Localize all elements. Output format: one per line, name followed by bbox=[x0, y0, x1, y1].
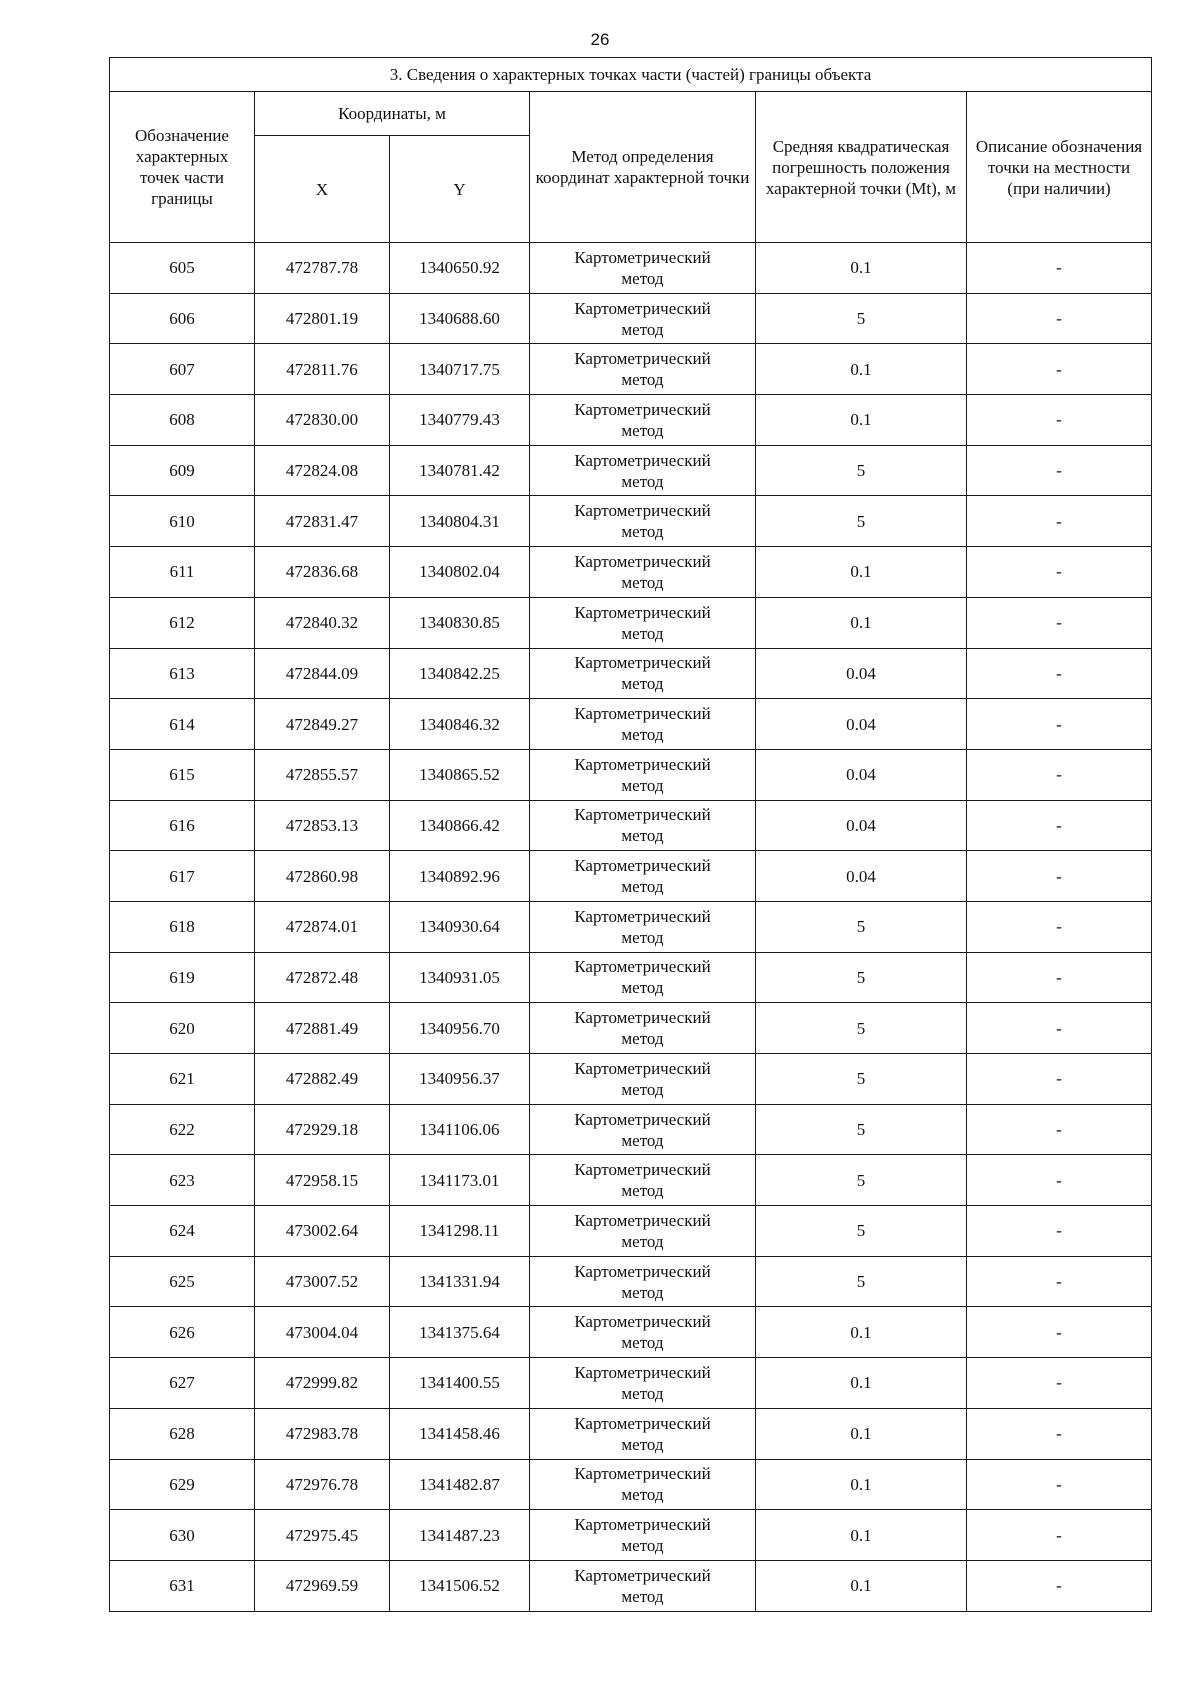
method-line1: Картометрический bbox=[574, 754, 711, 774]
description-cell: - bbox=[967, 1003, 1152, 1054]
method-cell bbox=[530, 952, 756, 1003]
method-line2: метод bbox=[621, 1586, 664, 1606]
accuracy-cell: 0.1 bbox=[756, 1459, 967, 1510]
method-cell bbox=[530, 496, 756, 547]
method-line1: Картометрический bbox=[574, 1008, 711, 1028]
description-cell: - bbox=[967, 1155, 1152, 1206]
y-cell: 1341298.11 bbox=[390, 1206, 530, 1257]
point-cell: 631 bbox=[110, 1560, 255, 1611]
header-coordinates: Координаты, м bbox=[255, 92, 530, 136]
method-cell bbox=[530, 800, 756, 851]
method-line1: Картометрический bbox=[574, 1109, 711, 1129]
method-line2: метод bbox=[621, 623, 664, 643]
y-cell: 1341173.01 bbox=[390, 1155, 530, 1206]
accuracy-cell: 5 bbox=[756, 952, 967, 1003]
method-line1: Картометрический bbox=[574, 1160, 711, 1180]
table-row bbox=[110, 1307, 1152, 1358]
x-cell: 472844.09 bbox=[255, 648, 390, 699]
method-line2: метод bbox=[621, 1029, 664, 1049]
header-x: X bbox=[255, 136, 390, 243]
point-cell: 617 bbox=[110, 851, 255, 902]
method-line1: Картометрический bbox=[574, 602, 711, 622]
method-line2: метод bbox=[621, 775, 664, 795]
accuracy-cell: 5 bbox=[756, 445, 967, 496]
method-cell bbox=[530, 1104, 756, 1155]
table-row bbox=[110, 344, 1152, 395]
method-cell bbox=[530, 1358, 756, 1409]
method-cell bbox=[530, 1510, 756, 1561]
accuracy-cell: 0.1 bbox=[756, 395, 967, 446]
method-line1: Картометрический bbox=[574, 906, 711, 926]
point-cell: 620 bbox=[110, 1003, 255, 1054]
method-line2: метод bbox=[621, 1181, 664, 1201]
x-cell: 472855.57 bbox=[255, 749, 390, 800]
method-cell bbox=[530, 1408, 756, 1459]
y-cell: 1340956.70 bbox=[390, 1003, 530, 1054]
method-cell bbox=[530, 851, 756, 902]
method-line2: метод bbox=[621, 826, 664, 846]
y-cell: 1340842.25 bbox=[390, 648, 530, 699]
y-cell: 1340866.42 bbox=[390, 800, 530, 851]
y-cell: 1340846.32 bbox=[390, 699, 530, 750]
accuracy-cell: 0.1 bbox=[756, 547, 967, 598]
description-cell: - bbox=[967, 395, 1152, 446]
description-cell: - bbox=[967, 1459, 1152, 1510]
y-cell: 1340930.64 bbox=[390, 901, 530, 952]
y-cell: 1340802.04 bbox=[390, 547, 530, 598]
method-line1: Картометрический bbox=[574, 501, 711, 521]
table-row bbox=[110, 952, 1152, 1003]
y-cell: 1340804.31 bbox=[390, 496, 530, 547]
x-cell: 472975.45 bbox=[255, 1510, 390, 1561]
accuracy-cell: 5 bbox=[756, 1155, 967, 1206]
table-row bbox=[110, 1054, 1152, 1105]
x-cell: 472881.49 bbox=[255, 1003, 390, 1054]
table-row bbox=[110, 547, 1152, 598]
description-cell: - bbox=[967, 1206, 1152, 1257]
table-row bbox=[110, 648, 1152, 699]
description-cell: - bbox=[967, 851, 1152, 902]
accuracy-cell: 0.04 bbox=[756, 648, 967, 699]
table-row bbox=[110, 1003, 1152, 1054]
x-cell: 472853.13 bbox=[255, 800, 390, 851]
accuracy-cell: 5 bbox=[756, 901, 967, 952]
point-cell: 621 bbox=[110, 1054, 255, 1105]
point-cell: 630 bbox=[110, 1510, 255, 1561]
method-line2: метод bbox=[621, 1130, 664, 1150]
point-cell: 605 bbox=[110, 243, 255, 294]
point-cell: 610 bbox=[110, 496, 255, 547]
y-cell: 1340779.43 bbox=[390, 395, 530, 446]
accuracy-cell: 5 bbox=[756, 496, 967, 547]
table-row bbox=[110, 1459, 1152, 1510]
method-cell bbox=[530, 1155, 756, 1206]
x-cell: 472969.59 bbox=[255, 1560, 390, 1611]
method-line2: метод bbox=[621, 877, 664, 897]
point-cell: 616 bbox=[110, 800, 255, 851]
point-cell: 629 bbox=[110, 1459, 255, 1510]
table-row bbox=[110, 243, 1152, 294]
method-line1: Картометрический bbox=[574, 349, 711, 369]
description-cell: - bbox=[967, 901, 1152, 952]
description-cell: - bbox=[967, 1560, 1152, 1611]
x-cell: 472872.48 bbox=[255, 952, 390, 1003]
method-cell bbox=[530, 648, 756, 699]
header-point: Обозначение характерных точек части границы bbox=[110, 92, 255, 243]
description-cell: - bbox=[967, 496, 1152, 547]
table-row bbox=[110, 901, 1152, 952]
method-cell bbox=[530, 293, 756, 344]
x-cell: 472836.68 bbox=[255, 547, 390, 598]
point-cell: 627 bbox=[110, 1358, 255, 1409]
method-cell bbox=[530, 1003, 756, 1054]
point-cell: 619 bbox=[110, 952, 255, 1003]
y-cell: 1341331.94 bbox=[390, 1256, 530, 1307]
description-cell: - bbox=[967, 1307, 1152, 1358]
table-row bbox=[110, 1155, 1152, 1206]
method-line1: Картометрический bbox=[574, 399, 711, 419]
table-row bbox=[110, 800, 1152, 851]
description-cell: - bbox=[967, 1104, 1152, 1155]
table-row bbox=[110, 1408, 1152, 1459]
table-row bbox=[110, 1560, 1152, 1611]
point-cell: 614 bbox=[110, 699, 255, 750]
header-description: Описание обозначения точки на местности (при наличии) bbox=[967, 92, 1152, 243]
method-cell bbox=[530, 901, 756, 952]
accuracy-cell: 5 bbox=[756, 1003, 967, 1054]
point-cell: 613 bbox=[110, 648, 255, 699]
method-line2: метод bbox=[621, 674, 664, 694]
method-line1: Картометрический bbox=[574, 653, 711, 673]
accuracy-cell: 0.1 bbox=[756, 1510, 967, 1561]
point-cell: 609 bbox=[110, 445, 255, 496]
method-line2: метод bbox=[621, 1333, 664, 1353]
table-row bbox=[110, 1104, 1152, 1155]
table-body bbox=[110, 243, 1152, 1612]
description-cell: - bbox=[967, 243, 1152, 294]
x-cell: 472929.18 bbox=[255, 1104, 390, 1155]
accuracy-cell: 5 bbox=[756, 293, 967, 344]
y-cell: 1340956.37 bbox=[390, 1054, 530, 1105]
y-cell: 1341106.06 bbox=[390, 1104, 530, 1155]
description-cell: - bbox=[967, 597, 1152, 648]
table-row bbox=[110, 496, 1152, 547]
method-line2: метод bbox=[621, 420, 664, 440]
accuracy-cell: 0.1 bbox=[756, 1307, 967, 1358]
y-cell: 1341458.46 bbox=[390, 1408, 530, 1459]
method-cell bbox=[530, 1206, 756, 1257]
description-cell: - bbox=[967, 1256, 1152, 1307]
accuracy-cell: 0.1 bbox=[756, 344, 967, 395]
table-row bbox=[110, 699, 1152, 750]
method-line1: Картометрический bbox=[574, 957, 711, 977]
description-cell: - bbox=[967, 1510, 1152, 1561]
table-row bbox=[110, 1510, 1152, 1561]
table-row bbox=[110, 749, 1152, 800]
y-cell: 1340717.75 bbox=[390, 344, 530, 395]
description-cell: - bbox=[967, 800, 1152, 851]
method-line2: метод bbox=[621, 319, 664, 339]
accuracy-cell: 0.04 bbox=[756, 699, 967, 750]
method-line1: Картометрический bbox=[574, 805, 711, 825]
x-cell: 472849.27 bbox=[255, 699, 390, 750]
point-cell: 612 bbox=[110, 597, 255, 648]
y-cell: 1340650.92 bbox=[390, 243, 530, 294]
point-cell: 623 bbox=[110, 1155, 255, 1206]
y-cell: 1341482.87 bbox=[390, 1459, 530, 1510]
x-cell: 473002.64 bbox=[255, 1206, 390, 1257]
method-cell bbox=[530, 597, 756, 648]
point-cell: 615 bbox=[110, 749, 255, 800]
description-cell: - bbox=[967, 1054, 1152, 1105]
method-cell bbox=[530, 243, 756, 294]
point-cell: 608 bbox=[110, 395, 255, 446]
x-cell: 472958.15 bbox=[255, 1155, 390, 1206]
point-cell: 606 bbox=[110, 293, 255, 344]
y-cell: 1341487.23 bbox=[390, 1510, 530, 1561]
description-cell: - bbox=[967, 749, 1152, 800]
method-cell bbox=[530, 749, 756, 800]
accuracy-cell: 5 bbox=[756, 1054, 967, 1105]
accuracy-cell: 5 bbox=[756, 1206, 967, 1257]
table-row bbox=[110, 1256, 1152, 1307]
table-row bbox=[110, 851, 1152, 902]
point-cell: 624 bbox=[110, 1206, 255, 1257]
accuracy-cell: 0.1 bbox=[756, 1560, 967, 1611]
accuracy-cell: 5 bbox=[756, 1256, 967, 1307]
x-cell: 472976.78 bbox=[255, 1459, 390, 1510]
method-line2: метод bbox=[621, 725, 664, 745]
method-line1: Картометрический bbox=[574, 1312, 711, 1332]
method-cell bbox=[530, 1307, 756, 1358]
accuracy-cell: 0.04 bbox=[756, 851, 967, 902]
method-line2: метод bbox=[621, 1536, 664, 1556]
y-cell: 1341400.55 bbox=[390, 1358, 530, 1409]
method-line2: метод bbox=[621, 1231, 664, 1251]
y-cell: 1340865.52 bbox=[390, 749, 530, 800]
method-cell bbox=[530, 699, 756, 750]
method-line2: метод bbox=[621, 370, 664, 390]
x-cell: 472824.08 bbox=[255, 445, 390, 496]
method-line2: метод bbox=[621, 268, 664, 288]
method-line1: Картометрический bbox=[574, 1515, 711, 1535]
y-cell: 1340830.85 bbox=[390, 597, 530, 648]
y-cell: 1341375.64 bbox=[390, 1307, 530, 1358]
method-cell bbox=[530, 445, 756, 496]
description-cell: - bbox=[967, 293, 1152, 344]
method-line2: метод bbox=[621, 522, 664, 542]
method-cell bbox=[530, 395, 756, 446]
table-title: 3. Сведения о характерных точках части (частей) границы объекта bbox=[110, 58, 1152, 92]
method-line1: Картометрический bbox=[574, 298, 711, 318]
method-line2: метод bbox=[621, 572, 664, 592]
accuracy-cell: 5 bbox=[756, 1104, 967, 1155]
x-cell: 472840.32 bbox=[255, 597, 390, 648]
x-cell: 472787.78 bbox=[255, 243, 390, 294]
point-cell: 622 bbox=[110, 1104, 255, 1155]
method-cell bbox=[530, 1256, 756, 1307]
x-cell: 472831.47 bbox=[255, 496, 390, 547]
description-cell: - bbox=[967, 1358, 1152, 1409]
description-cell: - bbox=[967, 648, 1152, 699]
points-table bbox=[109, 57, 1152, 1612]
x-cell: 473004.04 bbox=[255, 1307, 390, 1358]
table-row bbox=[110, 293, 1152, 344]
method-line1: Картометрический bbox=[574, 450, 711, 470]
method-line1: Картометрический bbox=[574, 704, 711, 724]
header-method: Метод определения координат характерной точки bbox=[530, 92, 756, 243]
method-line1: Картометрический bbox=[574, 1565, 711, 1585]
table-row bbox=[110, 395, 1152, 446]
method-line1: Картометрический bbox=[574, 1413, 711, 1433]
method-cell bbox=[530, 1459, 756, 1510]
method-line1: Картометрический bbox=[574, 1362, 711, 1382]
x-cell: 472811.76 bbox=[255, 344, 390, 395]
table-row bbox=[110, 1358, 1152, 1409]
x-cell: 472999.82 bbox=[255, 1358, 390, 1409]
method-line1: Картометрический bbox=[574, 856, 711, 876]
method-cell bbox=[530, 1560, 756, 1611]
method-line1: Картометрический bbox=[574, 1464, 711, 1484]
header-y: Y bbox=[390, 136, 530, 243]
accuracy-cell: 0.04 bbox=[756, 749, 967, 800]
point-cell: 618 bbox=[110, 901, 255, 952]
method-line2: метод bbox=[621, 1079, 664, 1099]
method-line2: метод bbox=[621, 1434, 664, 1454]
x-cell: 472860.98 bbox=[255, 851, 390, 902]
header-accuracy: Средняя квадратическая погрешность положения характерной точки (Mt), м bbox=[756, 92, 967, 243]
method-cell bbox=[530, 547, 756, 598]
accuracy-cell: 0.1 bbox=[756, 243, 967, 294]
point-cell: 628 bbox=[110, 1408, 255, 1459]
accuracy-cell: 0.1 bbox=[756, 597, 967, 648]
point-cell: 611 bbox=[110, 547, 255, 598]
accuracy-cell: 0.04 bbox=[756, 800, 967, 851]
description-cell: - bbox=[967, 344, 1152, 395]
point-cell: 625 bbox=[110, 1256, 255, 1307]
method-line1: Картометрический bbox=[574, 1058, 711, 1078]
point-cell: 626 bbox=[110, 1307, 255, 1358]
method-line1: Картометрический bbox=[574, 551, 711, 571]
x-cell: 473007.52 bbox=[255, 1256, 390, 1307]
x-cell: 472983.78 bbox=[255, 1408, 390, 1459]
x-cell: 472874.01 bbox=[255, 901, 390, 952]
table-row bbox=[110, 1206, 1152, 1257]
method-line2: метод bbox=[621, 1282, 664, 1302]
description-cell: - bbox=[967, 699, 1152, 750]
x-cell: 472830.00 bbox=[255, 395, 390, 446]
x-cell: 472882.49 bbox=[255, 1054, 390, 1105]
y-cell: 1340892.96 bbox=[390, 851, 530, 902]
description-cell: - bbox=[967, 547, 1152, 598]
y-cell: 1340688.60 bbox=[390, 293, 530, 344]
method-line1: Картометрический bbox=[574, 1210, 711, 1230]
method-line2: метод bbox=[621, 978, 664, 998]
description-cell: - bbox=[967, 952, 1152, 1003]
method-line1: Картометрический bbox=[574, 1261, 711, 1281]
method-cell bbox=[530, 1054, 756, 1105]
accuracy-cell: 0.1 bbox=[756, 1408, 967, 1459]
method-line2: метод bbox=[621, 1485, 664, 1505]
y-cell: 1341506.52 bbox=[390, 1560, 530, 1611]
accuracy-cell: 0.1 bbox=[756, 1358, 967, 1409]
description-cell: - bbox=[967, 1408, 1152, 1459]
method-line2: метод bbox=[621, 471, 664, 491]
y-cell: 1340781.42 bbox=[390, 445, 530, 496]
x-cell: 472801.19 bbox=[255, 293, 390, 344]
method-cell bbox=[530, 344, 756, 395]
point-cell: 607 bbox=[110, 344, 255, 395]
y-cell: 1340931.05 bbox=[390, 952, 530, 1003]
table-row bbox=[110, 445, 1152, 496]
description-cell: - bbox=[967, 445, 1152, 496]
method-line2: метод bbox=[621, 1383, 664, 1403]
table-row bbox=[110, 597, 1152, 648]
method-line1: Картометрический bbox=[574, 247, 711, 267]
page-number: 26 bbox=[590, 30, 610, 49]
method-line2: метод bbox=[621, 927, 664, 947]
